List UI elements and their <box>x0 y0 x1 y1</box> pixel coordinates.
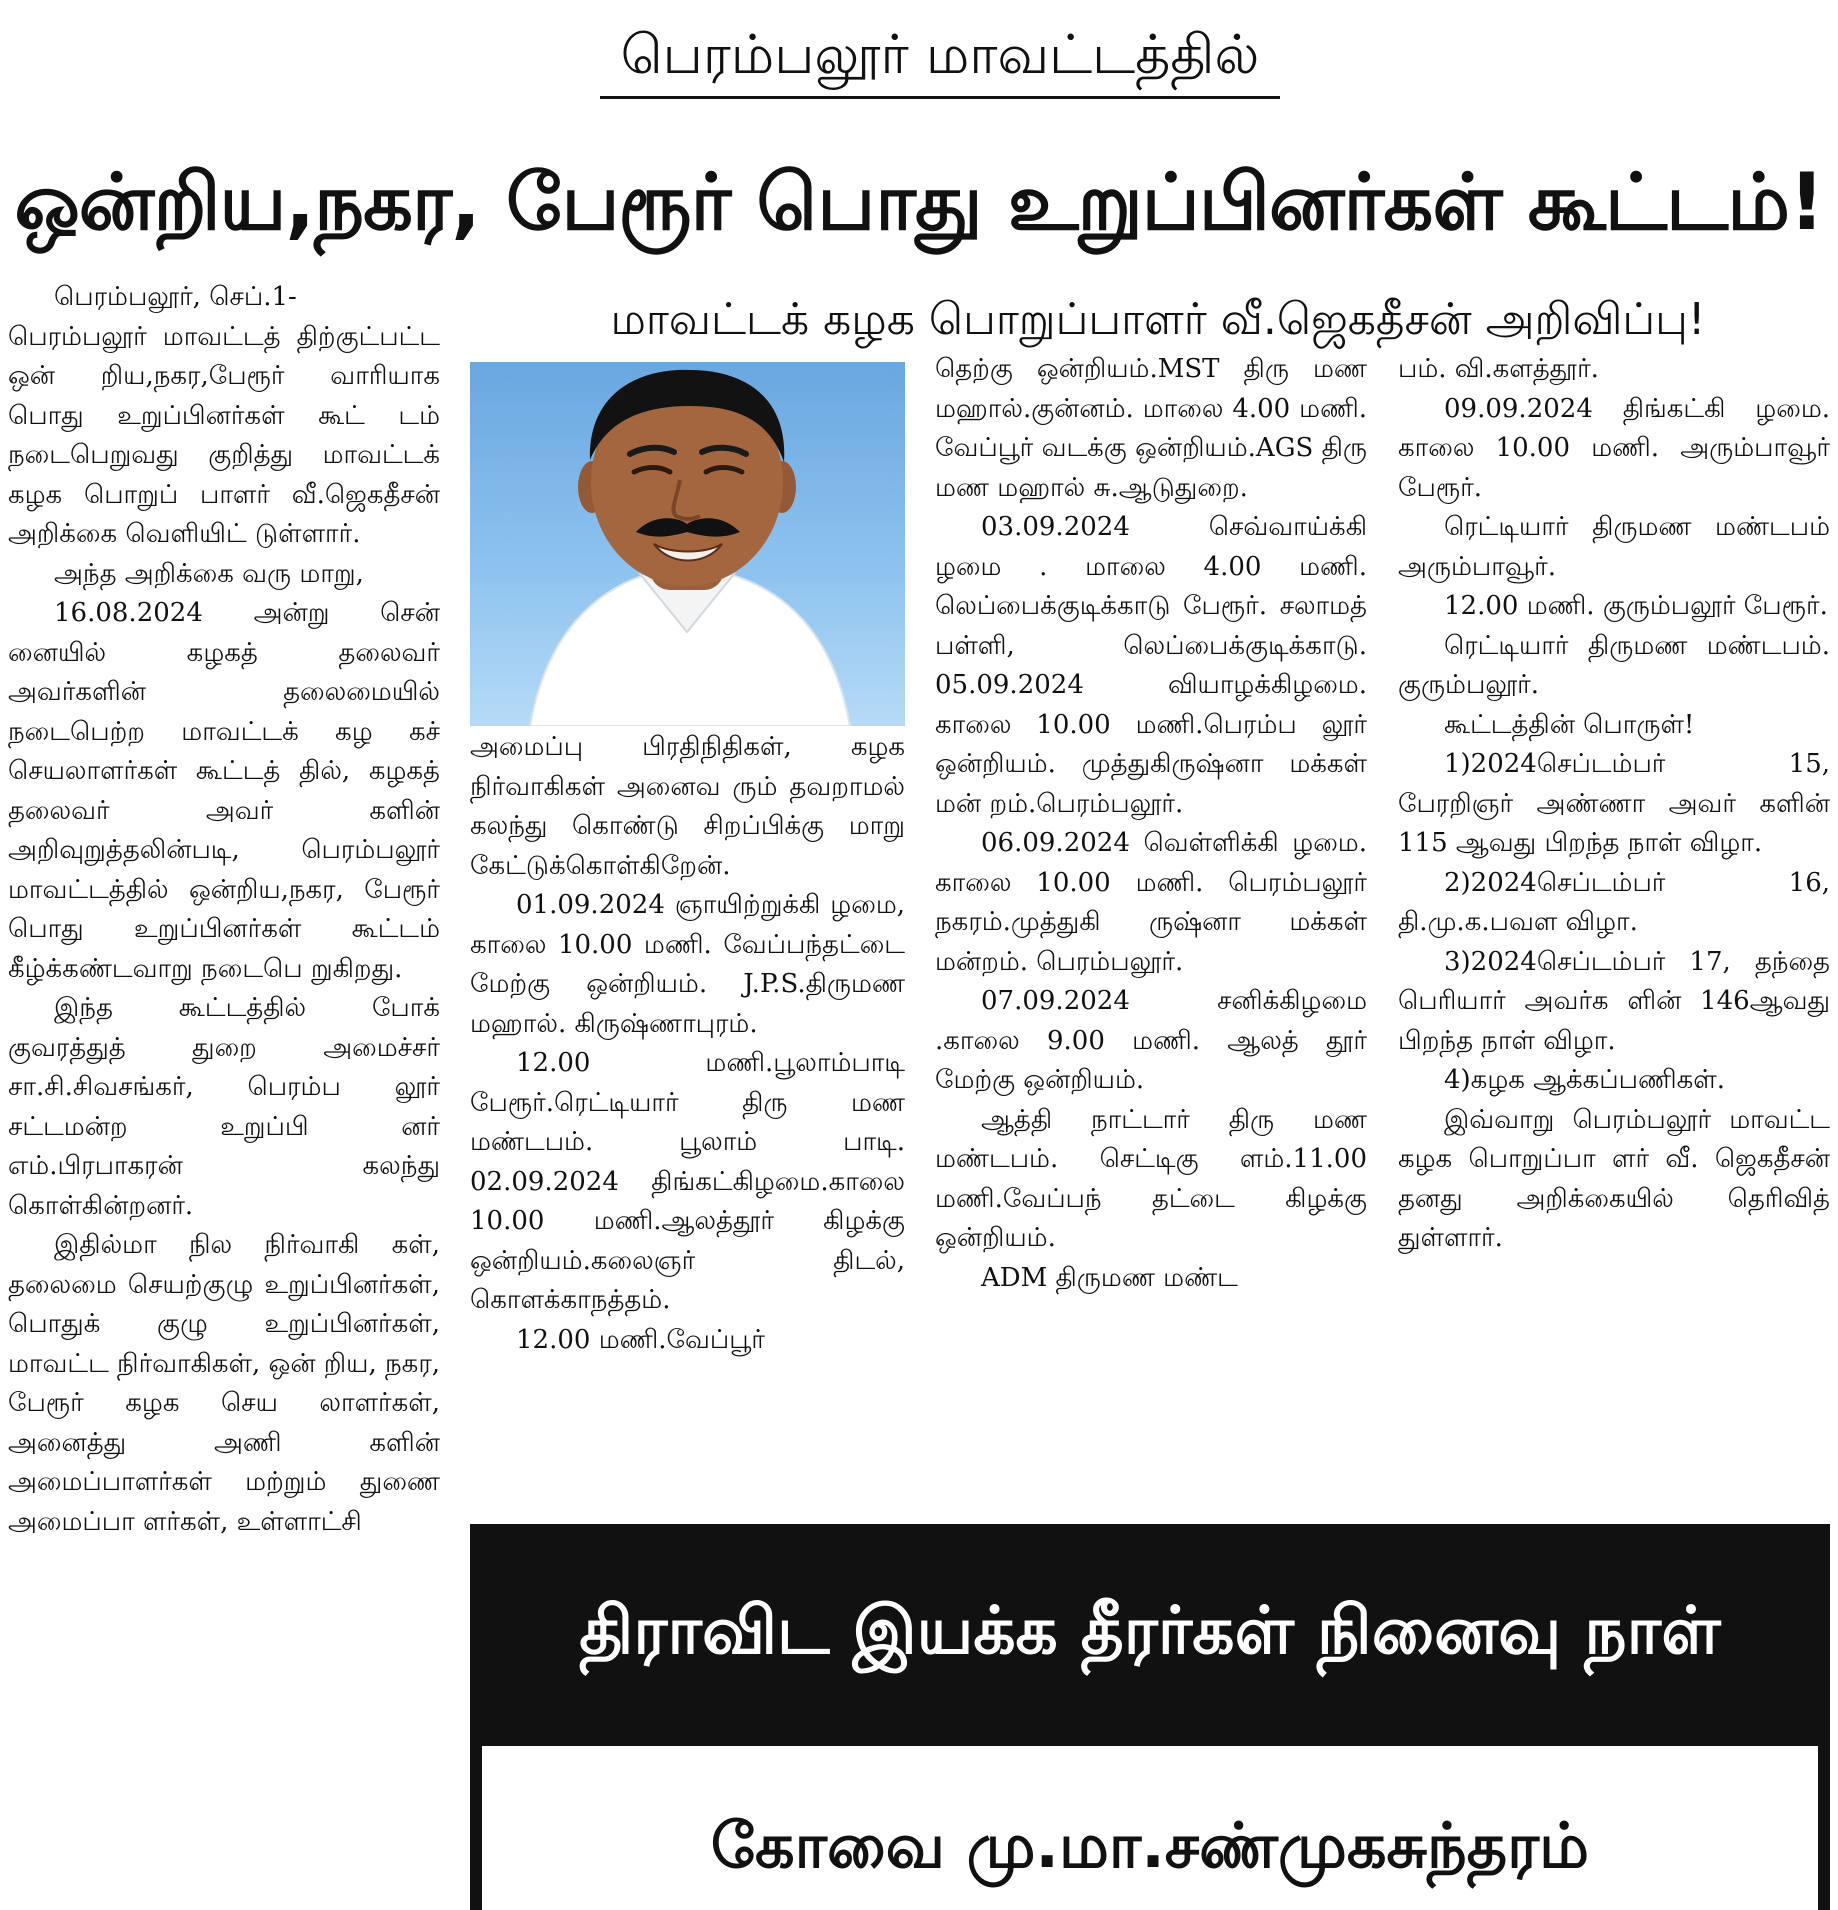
paragraph: 07.09.2024 சனிக்கிழமை .காலை 9.00 மணி. ஆலத் தூர் மேற்கு ஒன்றியம். <box>935 986 1367 1095</box>
article-column-4 <box>1398 350 1830 1510</box>
agenda-item: 2)2024செப்டம்பர் 16, தி.மு.க.பவள விழா. <box>1398 867 1830 937</box>
banner-title: திராவிட இயக்க தீரர்கள் நினைவு நாள் <box>579 1592 1721 1669</box>
paragraph: ADM திருமண மண்ட <box>981 1262 1238 1293</box>
agenda-item: 1)2024செப்டம்பர் 15, பேரறிஞர் அண்ணா அவர் களின் 115 ஆவது பிறந்த நாள் விழா. <box>1398 749 1830 858</box>
agenda-item: 4)கழக ஆக்கப்பணிகள். <box>1444 1065 1725 1095</box>
portrait-photo <box>470 362 905 726</box>
agenda-item: 3)2024செப்டம்பர் 17, தந்தை பெரியார் அவர்க ளின் 146ஆவது பிறந்த நாள் விழா. <box>1398 946 1830 1056</box>
paragraph: 03.09.2024 செவ்வாய்க்கி ழமை . மாலை 4.00 மணி. லெப்பைக்குடிக்காடு பேரூர். சலாமத் பள்ளி, லெப்பைக்குடிக்காடு. 05.09.2024 வியாழக்கிழமை. காலை 10.00 மணி.பெரம்ப லூர் ஒன்றியம். முத்துகிருஷ்னா மக்கள் மன் றம்.பெரம்பலூர். <box>935 512 1367 819</box>
paragraph: ரெட்டியார் திருமண மண்டபம். குரும்பலூர். <box>1398 630 1830 700</box>
paragraph: அமைப்பு பிரதிநிதிகள், கழக நிர்வாகிகள் அனைவ ரும் தவறாமல் கலந்து கொண்டு சிறப்பிக்கு மாறு கேட்டுக்கொள்கிறேன். <box>470 732 905 881</box>
headline: ஒன்றிய,நகர, பேரூர் பொது உறுப்பினர்கள் கூட்டம்! <box>14 158 1824 248</box>
article-column-2 <box>470 728 905 1508</box>
subheadline: மாவட்டக் கழக பொறுப்பாளர் வீ.ஜெகதீசன் அறிவிப்பு! <box>610 294 1706 345</box>
dateline: பெரம்பலூர், செப்.1- <box>54 282 297 312</box>
paragraph: இதில்மா நில நிர்வாகி கள், தலைமை செயற்குழு உறுப்பினர்கள், பொதுக் குழு உறுப்பினர்கள், மாவட்ட நிர்வாகிகள், ஒன் றிய, நகர, பேரூர் கழக செய லாளர்கள், அனைத்து அணி களின் அமைப்பாளர்கள் மற்றும் துணை அமைப்பா ளர்கள், உள்ளாட்சி <box>8 1230 440 1537</box>
paragraph: ஆத்தி நாட்டார் திரு மண மண்டபம். செட்டிகு ளம்.11.00 மணி.வேப்பந் தட்டை கிழக்கு ஒன்றியம். <box>935 1104 1367 1253</box>
paragraph: 12.00 மணி. குரும்பலூர் பேரூர். <box>1444 591 1828 621</box>
article-column-1 <box>8 278 440 1910</box>
paragraph: தெற்கு ஒன்றியம்.MST திரு மண மஹால்.குன்னம். மாலை 4.00 மணி. வேப்பூர் வடக்கு ஒன்றியம்.AGS திரு மண மஹால் சு.ஆடுதுறை. <box>935 354 1367 503</box>
kicker: பெரம்பலூர் மாவட்டத்தில் <box>600 14 1280 99</box>
banner-name: கோவை மு.மா.சண்முகசுந்தரம் <box>710 1809 1590 1882</box>
paragraph: 01.09.2024 ஞாயிற்றுக்கி ழமை, காலை 10.00 மணி. வேப்பந்தட்டை மேற்கு ஒன்றியம். J.P.S.திருமண மஹால். கிருஷ்ணாபுரம். <box>470 890 905 1039</box>
paragraph: இவ்வாறு பெரம்பலூர் மாவட்ட கழக பொறுப்பா ளர் வீ. ஜெகதீசன் தனது அறிக்கையில் தெரிவித் துள்ளார். <box>1398 1104 1830 1253</box>
paragraph: 12.00 மணி.வேப்பூர் <box>516 1324 765 1355</box>
paragraph: பம். வி.களத்தூர். <box>1398 354 1599 384</box>
paragraph: இந்த கூட்டத்தில் போக் குவரத்துத் துறை அமைச்சர் சா.சி.சிவசங்கர், பெரம்ப லூர் சட்டமன்ற உறுப்பி னர் எம்.பிரபாகரன் கலந்து கொள்கின்றனர். <box>8 993 440 1221</box>
paragraph: 16.08.2024 அன்று சென் னையில் கழகத் தலைவர் அவர்களின் தலைமையில் நடைபெற்ற மாவட்டக் கழ கச் செயலாளர்கள் கூட்டத் தில், கழகத் தலைவர் அவர் களின் அறிவுறுத்தலின்படி, பெரம்பலூர் மாவட்டத்தில் ஒன்றிய,நகர, பேரூர் பொது உறுப்பினர்கள் கூட்டம் கீழ்க்கண்டவாறு நடைபெ றுகிறது. <box>8 598 440 984</box>
paragraph: 09.09.2024 திங்கட்கி ழமை. காலை 10.00 மணி. அரும்பாவூர் பேரூர். <box>1398 393 1830 503</box>
article-column-3 <box>935 350 1367 1510</box>
banner-name-box <box>482 1746 1818 1910</box>
person-portrait-icon <box>470 362 905 726</box>
paragraph: ரெட்டியார் திருமண மண்டபம் அரும்பாவூர். <box>1398 512 1830 582</box>
memorial-banner <box>470 1524 1830 1910</box>
section-heading: கூட்டத்தின் பொருள்! <box>1444 709 1695 740</box>
paragraph: அந்த அறிக்கை வரு மாறு, <box>54 558 364 589</box>
paragraph: பெரம்பலூர் மாவட்டத் திற்குட்பட்ட ஒன் றிய,நகர,பேரூர் வாரியாக பொது உறுப்பினர்கள் கூட் டம் நடைபெறுவது குறித்து மாவட்டக் கழக பொறுப் பாளர் வீ.ஜெகதீசன் அறிக்கை வெளியிட் டுள்ளார். <box>8 321 440 549</box>
paragraph: 06.09.2024 வெள்ளிக்கி ழமை. காலை 10.00 மணி. பெரம்பலூர் நகரம்.முத்துகி ருஷ்னா மக்கள் மன்றம். பெரம்பலூர். <box>935 828 1367 977</box>
paragraph: 12.00 மணி.பூலாம்பாடி பேரூர்.ரெட்டியார் திரு மண மண்டபம். பூலாம் பாடி. 02.09.2024 திங்கட்கிழமை.காலை 10.00 மணி.ஆலத்தூர் கிழக்கு ஒன்றியம்.கலைஞர் திடல், கொளக்காநத்தம். <box>470 1048 905 1315</box>
